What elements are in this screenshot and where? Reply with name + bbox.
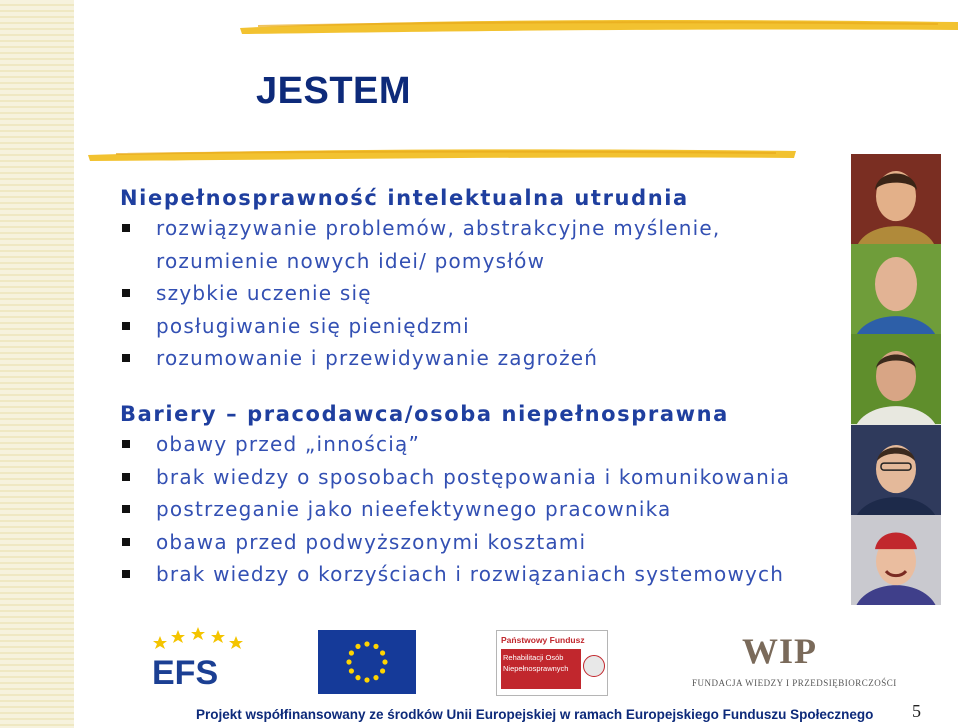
portrait-photo: [851, 154, 941, 244]
wip-logo-mark: WIP: [742, 631, 817, 671]
list-item: rozwiązywanie problemów, abstrakcyjne myślenie,: [120, 212, 860, 245]
list-item: brak wiedzy o sposobach postępowania i komunikowania: [120, 461, 860, 494]
bullet-square-icon: [122, 322, 130, 330]
bullet-square-icon: [122, 354, 130, 362]
portrait-photo-strip: [851, 154, 941, 605]
bullet-square-icon: [122, 289, 130, 297]
list-item: obawy przed „innością”: [120, 428, 860, 461]
pfron-logo: [496, 630, 608, 696]
bullet-square-icon: [122, 570, 130, 578]
pfron-emblem-icon: [583, 655, 605, 677]
list-item-continuation: rozumienie nowych idei/ pomysłów: [156, 248, 546, 273]
left-decorative-stripe: [0, 0, 74, 728]
pfron-logo-title: Państwowy Fundusz: [501, 635, 585, 645]
page-title: JESTEM: [256, 70, 412, 112]
section-limitations-heading: Niepełnosprawność intelektualna utrudnia: [120, 186, 689, 210]
page-number: 5: [912, 701, 921, 721]
section-barriers-heading: Bariery – pracodawca/osoba niepełnosprawna: [120, 402, 729, 426]
bullet-square-icon: [122, 538, 130, 546]
bullet-square-icon: [122, 224, 130, 232]
wip-logo-name: FUNDACJA WIEDZY I PRZEDSIĘBIORCZOŚCI: [692, 678, 897, 688]
list-item: szybkie uczenie się: [120, 277, 860, 310]
list-item: brak wiedzy o korzyściach i rozwiązaniach systemowych: [120, 558, 860, 591]
bullet-square-icon: [122, 473, 130, 481]
wip-foundation-logo: [690, 630, 897, 694]
section-barriers-list: [120, 428, 860, 591]
list-item: obawa przed podwyższonymi kosztami: [120, 526, 860, 559]
bullet-square-icon: [122, 505, 130, 513]
portrait-photo: [851, 244, 941, 334]
pfron-logo-box: Rehabilitacji Osób Niepełnosprawnych: [501, 649, 581, 689]
bullet-square-icon: [122, 440, 130, 448]
portrait-photo: [851, 515, 941, 605]
eu-flag-logo: [318, 630, 416, 694]
list-item: postrzeganie jako nieefektywnego pracownika: [120, 493, 860, 526]
funding-logos-row: [0, 620, 960, 700]
efs-logo-text: EFS: [152, 654, 219, 688]
title-underline-stroke: [86, 145, 798, 165]
top-brush-stroke: [238, 12, 960, 38]
section-limitations-list: [120, 212, 860, 375]
efs-logo: [150, 624, 250, 688]
footer-funding-note: Projekt współfinansowany ze środków Unii Europejskiej w ramach Europejskiego Funduszu Społecznego: [196, 707, 874, 722]
list-item: posługiwanie się pieniędzmi: [120, 310, 860, 343]
section-barriers: [120, 400, 860, 591]
section-limitations: [120, 184, 860, 375]
eu-stars-icon: [346, 641, 387, 682]
list-item: rozumowanie i przewidywanie zagrożeń: [120, 342, 860, 375]
portrait-photo: [851, 425, 941, 515]
portrait-photo: [851, 334, 941, 424]
